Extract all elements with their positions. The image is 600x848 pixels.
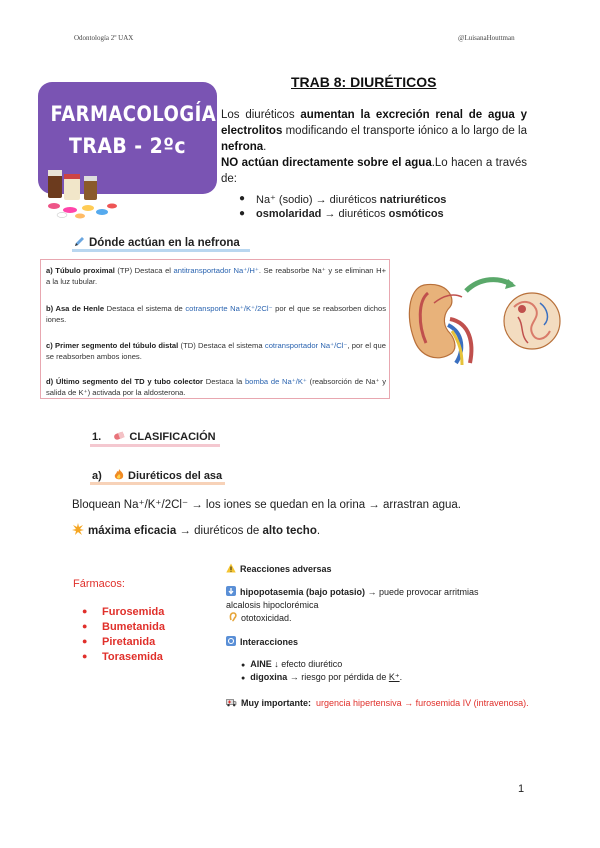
page-number: 1 (518, 783, 525, 795)
subsection-heading: a) Diuréticos del asa (92, 470, 223, 482)
kidney-illustration (404, 273, 562, 365)
interaccion-item: ● digoxina → riesgo por pérdida de K⁺. (241, 672, 403, 682)
ambulance-icon (226, 697, 237, 707)
adversas-line-3: ototoxicidad. (229, 612, 292, 623)
bullet-natriureticos: ● Na⁺ (sodio) → diuréticos natriuréticos (239, 193, 447, 206)
adversas-line-1: hipopotasemia (bajo potasio) → puede provocar arritmias (226, 586, 479, 597)
drug-item: ● Bumetanida (82, 621, 165, 633)
heading-highlight (72, 249, 250, 252)
pills-image (40, 160, 132, 220)
drug-item: ● Torasemida (82, 651, 163, 663)
drug-item: ● Furosemida (82, 606, 165, 618)
eficacia-line: máxima eficacia → diuréticos de alto techo. (72, 523, 320, 537)
nefrona-item-a: a) Túbulo proximal (TP) Destaca el antitransportador Na⁺/H⁺. Se reabsorbe Na⁺ y se eliminan H+ a la luz tubular. (46, 266, 386, 286)
header-left: Odontología 2º UAX (74, 34, 134, 42)
bullet-osmoticos: ● osmolaridad → diuréticos osmóticos (239, 208, 444, 220)
nefrona-heading: Dónde actúan en la nefrona (74, 236, 240, 249)
nefrona-item-d: d) Último segmento del TD y tubo colector Destaca la bomba de Na⁺/K⁺ (reabsorción de Na⁺ y salida de K⁺) activada por la aldosterona. (46, 377, 386, 397)
burst-icon (72, 523, 84, 535)
interacciones-heading: Interacciones (226, 636, 298, 647)
interaccion-item: ● AINE ↓ efecto diurético (241, 659, 343, 669)
pencil-icon (74, 236, 85, 247)
ear-icon (229, 612, 237, 622)
drug-item: ● Piretanida (82, 636, 156, 648)
importante-line: Muy importante: urgencia hipertensiva → furosemida IV (intravenosa). (226, 697, 529, 708)
fire-icon (114, 469, 124, 480)
intro-paragraph: Los diuréticos aumentan la excreción renal de agua y electrolitos modificando el transporte iónico a lo largo de la nefrona. NO actúan directamente sobre el agua.Lo hacen a través de: (221, 109, 528, 185)
farmacos-title: Fármacos: (73, 578, 125, 590)
page-title: TRAB 8: DIURÉTICOS (291, 74, 437, 90)
warning-icon (226, 563, 236, 573)
arrow-down-icon (226, 586, 236, 596)
banner-subtitle: TRAB - 2ºc (69, 134, 186, 158)
mechanism-line: Bloquean Na⁺/K⁺/2Cl⁻ → los iones se quedan en la orina → arrastran agua. (72, 499, 461, 511)
pill-icon (113, 431, 125, 441)
nefrona-box (40, 259, 390, 399)
adversas-heading: Reacciones adversas (226, 563, 332, 574)
banner-title: FARMACOLOGÍA (50, 102, 217, 126)
subsection-highlight (90, 482, 225, 485)
cycle-icon (226, 636, 236, 646)
section-highlight (90, 444, 220, 447)
header-right: @LuisanaHouttman (458, 34, 515, 42)
nefrona-item-c: c) Primer segmento del túbulo distal (TD) Destaca el sistema cotransportador Na⁺/Cl⁻, por el que se reabsorben ambos iones. (46, 341, 386, 361)
adversas-line-2: alcalosis hipoclorémica (226, 600, 319, 610)
section-heading: 1. CLASIFICACIÓN (92, 431, 216, 443)
nefrona-item-b: b) Asa de Henle Destaca el sistema de cotransporte Na⁺/K⁺/2Cl⁻ por el que se reabsorben dichos iones. (46, 304, 386, 324)
